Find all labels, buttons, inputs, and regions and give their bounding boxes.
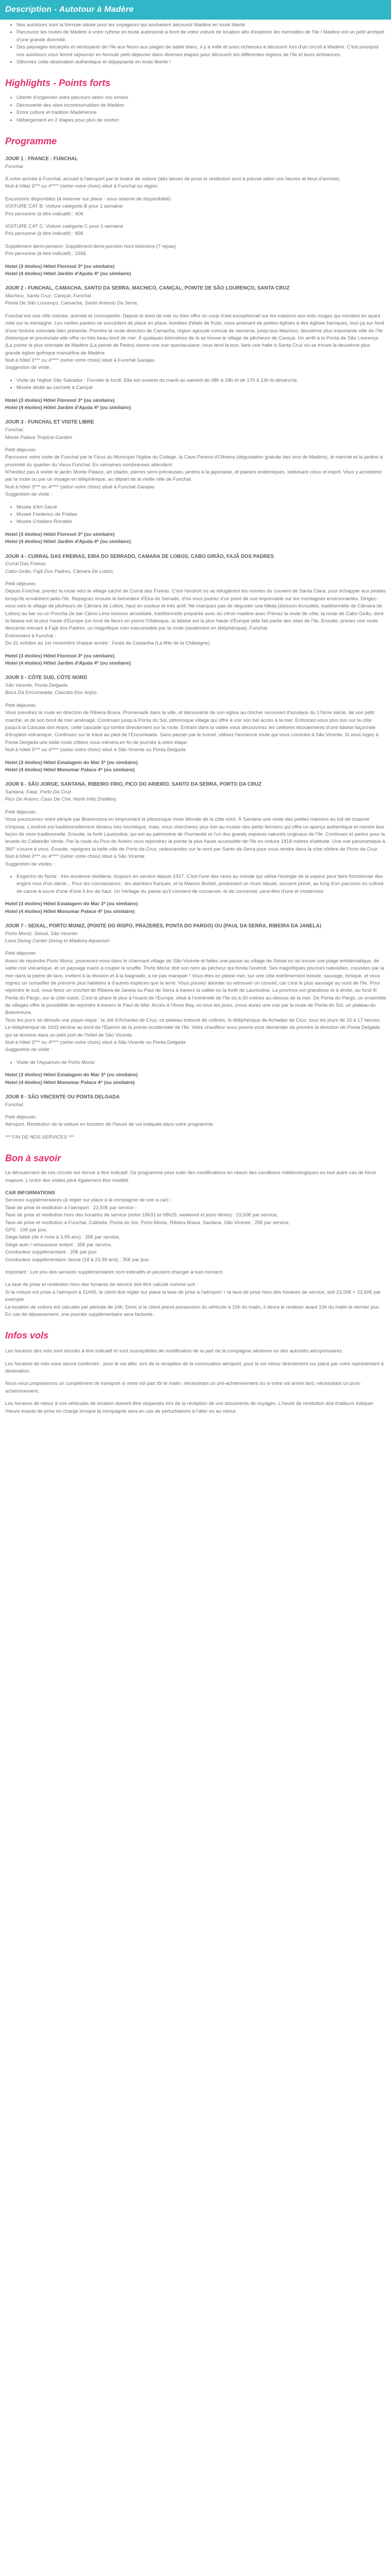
day-block [5,285,386,412]
programme-title: Programme [5,135,57,146]
day-paragraph: Tous les jours se déroule une pique-nique : la Joli d'Achadas de Cruz, ce plateau entouré de collines, le téléphérique de Achadas da Cruz, tous les jours de 10 à 17 heures. Le téléphérique de 1933 décline au bord de l'Éperon de la pointe occidentale de l'île. Votre chauffeur vous pourra vous demander de prendre la direction de Ponta Delgada qui se termine dans un petit port de l'hôtel de São Vicente. [5,1017,381,1038]
day-paragraph: Prix personne (à titre indicatif) : 155€. [5,251,88,257]
car-info-line: GPS : 10€ par jour, [5,1227,47,1233]
spacer [5,754,386,759]
intro-list [5,22,386,66]
day-paragraph: N'hésitez pas à visiter le jardin Monte Palace, art citadin, pierres semi précieuses, jardins à la japonaise, et plantes endémiques, séduisant cieux et esprit. Vous y accéderez par la route ou par un voyage en téléphérique, au départ de la vieille ville de Funchal. [5,469,382,483]
day-place-line: Santana, Faial, Porto Da Cruz. [5,789,73,795]
day-block [5,156,386,278]
intro-bullet: • Des paysages escarpés et verdoyants de l'île aux fleurs aux plages de sable blanc, il y a mille et unes richesses à découvrir lors d'un circuit à Madère. C'est pourquoi nos autotours vous feront séjourner en formule petit-déjeuner dans diverses étapes pour découvrir les différentes régions de l'île et leurs ambiances. [17,44,386,59]
infos-vols-paragraph: Les horaires de retour à vos véhicules de location doivent être respectés lors de la réception de vos documents de voyages. L'heure de restitution doit d'ailleurs indiquer l'heure exacte de prise en charge lorsque la compagnie sera en cas de perturbations à l'aller ou au retour. [5,1401,374,1414]
day-places [5,427,386,442]
suggestion-list [5,504,386,526]
day-place-line: Funchal. [5,427,24,433]
day-paragraph: Aéroport. Restitution de la voiture en fonction de l'heure de vol indiquée dans votre programme. [5,1122,215,1128]
day-title: JOUR 1 : FRANCE - FUNCHAL [5,156,78,162]
day-places [5,789,386,804]
car-info-line: Si la voiture est prise à l'aéroport à 21h00, le client doit régler sur place la taxe de prise à l'aéroport + la taxe de prise hors des horaires de service, soit 23,50€ + 23,50€ par exemple. [5,1289,381,1303]
spacer [5,218,386,223]
highlights-title: Highlights - Points forts [5,78,110,89]
car-info-line: Services supplémentaires (à régler sur place à la compagnie de voir e-car) : [5,1197,172,1204]
spacer [5,499,386,504]
day-paragraph: Avant de rejoindre Porto Moniz, promenez-vous dans le charmant village de São Vicente et faites une pause au village de Seixal où se trouve une plage emblématique, de sable noir volcanique, et un paysage marin à couper le souffle. Porto Moniz doit son nom au pêcheur qui fonda l'endroit. Ses magnifiques piscines naturelles, creusées par la mer dans la pierre de lave, invitent à la révision et à la baignade, à ne pas manquer ! Vous êtes en pleine mer, sur une côte extrêmement boisée, sauvage, lorsque, et vous rognez un conseiller de prévenir plus habitées à d'autres espèces que la terre. Vous pouvez aborder ou retrouver un conseil, car c'est le plus sauvage au nord de l'île. Pour rejoindre le sud, vous ferez un crochet de Ribeira de Janela ou Paul de Serra à travers la vallée ou la forêt de Laurissilva. La province est grandiose et à droite, au fond fil Ponta do Pargo, sur la côte ouest. C'est le phare le plus à l'ouest de l'Europe, situé à l'extrémité de l'île où à 30 mètres au-dessus de la mer. De Ponta do Pargo, un ensemble de villages offre la possibilité de rejoindre à travers le Paul do Mar. Accès à l'Anse Bay, où tous les jours, (vous aurez une vue par la route de Ponta do Sol, un plateau du Boaventura. [5,958,386,1016]
day-paragraph: Vous poursuivrez votre périple par Boaventura en empruntant la pittoresque route littorale de la côte nord. À Santana une visite des petites maisons au toit de chaume s'impose. L'endroit est traditionnellement devenu très touristique, mais, vous chercherez plus loin au musée des petits fermiers qui offre un aperçu authentique et montre leur façon de vivre traditionnelle. Ensuite, la forêt Laurissilva, qui est au patrimoine de l'humanité et l'un des grands espaces naturels originaux de l'île. Continuez et partez pour la levada do Caldeirão Verde. Par la route du Pico do Arieiro vous rejoindrez la pointe la plus haute accessible de l'île en voiture 1818 mètres d'altitude. Une vue panoramique à 360° s'ouvre à vous. Ensuite, rejoignez la belle ville de Porto da Cruz, redescendez sur le nord par Santo da Serra pour vous rendre dans la côte côtière de Porto da Cruz. [5,817,385,852]
day-title: JOUR 8 - SÃO VINCENTE OU PONTA DELGADA [5,1094,120,1100]
day-paragraph: Suggestion de visite : [5,1047,53,1053]
car-info-line: Important : Les prix des services supplémentaires sont indicatifs et peuvent changer à tout moment. [5,1269,224,1275]
day-places [5,561,386,575]
day-paragraph: Nuit à hôtel 3*** ou 4**** (selon votre choix) situé à São Vicente ou Ponta Delgada [5,1040,186,1046]
hotel-line: Hotel (3 étoiles) Hôtel Estalagem do Mar 3* (ou similaire) [5,1072,138,1078]
day-title: JOUR 2 - FUNCHAL, CAMACHA, SANTO DA SERRA, MACHICO, CANIÇAL, POINTE DE SÃO LOURENÇO, SANTA CRUZ [5,285,290,292]
car-info-line: Siège auto / rehausseur enfant : 35€ par service, [5,1242,112,1248]
highlight-item: • Entre culture et tradition Madérienne [17,109,386,116]
day-paragraph: Suggestion de visite : [5,365,53,371]
highlights-list [5,94,386,124]
day-place-line: Monte Palace Tropical Garden. [5,434,74,440]
day-paragraph: Événement à Funchal : [5,633,56,639]
day-title: JOUR 4 - CURRAL DAS FREIRAS, EIRA DO SERRADO, CAMARA DE LOBOS, CABO GIRÃO, FAJÃ DOS PADRES [5,553,274,560]
intro-section [0,22,391,1415]
day-block [5,419,386,546]
car-info-line: La taxe de prise et restitution hors des horaires de service doit être calculé comme suit : [5,1282,198,1288]
car-info-line: Conducteur supplémentaire : 20€ par jour, [5,1249,98,1256]
day-paragraph: Nuit à hôtel 3*** ou 4**** (selon votre choix) situé à Funchal ou région. [5,183,159,190]
day-paragraph: *** FIN DE NOS SERVICES *** [5,1134,74,1140]
hotel-line: Hotel (3 étoiles) Hôtel Floresol 3* (ou similaire) [5,653,115,659]
day-title: JOUR 6 - SÃO JORGE, SANTANA, RIBEIRO FRIO, PICO DO ARIEIRO, SANTO DA SERRA, PORTO DA CRUZ [5,782,262,788]
spacer [5,1054,386,1059]
car-info-line: Taxe de prise et restitution à Funchal, Caliheta, Ponta do Sol, Porto Moniz, Ribeira Brava, Santana, São Vicente : 25€ par service, [5,1219,290,1226]
day-paragraph: Vous prendrez la route en direction de Ribeira Brava. Promenade dans la ville, et découverte de son église au clocher recouvert d'azulejos du 17ème siècle, de son petit marché, et de son bord de mer aménagé. Continuez jusqu'à Ponta do Sol, pittoresque village qui offre à voir son bel accès à la mer. Enfoncez-vous plus loin sur la côte jusqu'à la Cascata dos Anjos, cette cascade qui tombe directement sur la route. Entrant dans la vallée vous découvrirez les célèbres éboulements d'une falaise façonnée d'éruption volcanique. Continuez sur le tracé au pied de l'Encumeada. Sans passer par le tunnel, utilisez l'ancienne route qui vous conduira à São Vicente. Si vous logez à Ponta Delgada une belle route côtière vous mènera en fin de journée à votre étape. [5,710,379,745]
day-paragraph: VOITURE CAT B: Voiture catégorie B pour 1 semaine [5,204,123,210]
day-paragraph: Excursions disponibles (à réserver sur place - sous réserve de disponibilité) [5,196,171,202]
spacer [5,372,386,377]
day-paragraph: Prix personne (à titre indicatif) : 40€ [5,211,84,217]
day-place-line: Machico, Santa Cruz, Caniçal, Funchal. [5,293,92,299]
spacer [5,945,386,950]
infos-vols-paragraph: Nous vous proposerons un complément de transport si votre vol part tôt le matin, nécessitant un pré-acheminement ou si votre vol arrive tard, nécessitant un post-acheminement. [5,1381,361,1394]
infos-vols-paragraph: Les horaires de vols vous seront confirmés : pour le vol aller, lors de la réception de la convocation aéroport, pour le vol retour directement sur place par votre représentant à destination. [5,1361,384,1375]
infos-vols-title: Infos vols [5,1330,49,1341]
spacer [5,392,386,397]
day-places [5,293,386,308]
day-place-line: Ponta De São Lourenço, Camacha, Santo Antonio Da Serra. [5,300,138,307]
spacer [5,1264,386,1269]
day-paragraph: Prix personne (à titre indicatif) : 85€ [5,231,84,237]
day-places [5,682,386,697]
day-place-line: São Vicente, Ponta Delgada. [5,683,69,689]
day-block [5,781,386,916]
day-title: JOUR 7 - SEIXAL, PORTO MONIZ, (PONTE DO RISPO, PRAZERES, PONTA DO PARGO) OU (PAUL DA SERRA, RIBEIRA DA JANELA) [5,923,321,929]
hotel-line: Hotel (4 étoiles) Hôtel Jardim d'Ajuda 4* (ou similaire) [5,270,131,277]
suggestion-item: • Musée d'Art Sacré [17,504,386,511]
day-block [5,674,386,774]
spacer [5,575,386,581]
programme-days [5,156,386,1141]
spacer [5,868,386,873]
day-place-line: Lava Diving Center Diving In Madeira Aquarium. [5,938,111,944]
day-place-line: Funchal. [5,1101,24,1108]
highlight-item: • Découverte des sites incontournables de Madère [17,102,386,109]
day-block [5,553,386,668]
day-paragraph: Supplément demi-pension: Supplément demi-pension hors boissons (7 repas) [5,243,176,249]
day-block [5,1094,386,1141]
spacer [5,804,386,809]
day-paragraph: Nuit à hôtel 3*** ou 4**** (selon votre choix) situé à São Vicente [5,854,145,860]
spacer [5,191,386,196]
day-paragraph: Petit déjeuner. [5,702,37,708]
intro-bullet: • Sillonnez cette destination authentique et dépaysante en toute liberté ! [17,59,386,66]
day-place-line: Cabo Girão, Fajã Dos Padres, Câmara De Lobos. [5,568,115,574]
day-paragraph: À votre arrivée à Funchal, accueil à l'aéroport par le loueur de voiture (dès lasses de prise et restitution sont à preuve selon vos heures et lieux d'arrivée). [5,176,341,182]
suggestion-item: • Visite de l'église São Salvador : Fermée le lundi. Elle est ouverte du mardi au samedi de 08h à 18h et de 17h à 13h le dimanche. [17,377,386,384]
day-place-line: Curral Das Freiras. [5,561,47,567]
spacer [5,648,386,653]
infos-vols-paragraph: Les horaires des vols sont donnés à titre indicatif et sont susceptibles de modification de la part de la compagnie aérienne ou des autorités aéroportuaires. [5,1348,344,1354]
day-paragraph: Nuit à hôtel 3*** ou 4**** (selon votre choix) situé à Funchal Garajau [5,358,155,364]
day-paragraph: Depuis Funchal, prenez la route vers le village caché de Curral das Freiras. C'est l'endroit où se réfugièrent les nonnes du couvent de Santa Clara, pour échapper aux pirates lorsqu'ils envahirent jadis l'île. Rejoignez ensuite le belvédère d'Eira do Serrado, d'où vous jouirez d'un point de vue imprenable sur les montagnes environnantes. Dirigez-vous vers le village de pêcheurs de Câmara de Lobos, haut en couleur et très actif. Ne manquez pas de déguster une Nikita (boisson écrouitée, traditionnelle de Câmara de Lobos) au bar ou un Poncha (le bar Câmo Lime boisson alcoolisée, traditionnelle préparée avec du citron madère avec Prenez la route de côte, la route de Cabo Girão, dont la falaise est la plus haute d'Europe (un fond de fleurs en pierre l'Olaboque, la falaise est la plus haute d'Europe (elle fait partie des sites de l'île. Ensuite, prenez une route descente menant à Fajã dos Padres, un magnifique coin inaccessible par la route (seulement en téléphérique). Funchal. [5,588,386,632]
car-info-line: Conducteur supplémentaire Jeune (18 à 23,99 ans) : 35€ par jour. [5,1257,150,1263]
day-paragraph: Petit déjeuner. [5,447,37,453]
spacer [5,1129,386,1134]
suggestion-item: • Musée dédié au cacheté à Caniçal [17,384,386,392]
suggestion-list [5,377,386,392]
day-title: JOUR 3 - FUNCHAL ET VISITE LIBRE [5,419,94,426]
hotel-line: Hotel (3 étoiles) Hôtel Estalagem do Mar 3* (ou similaire) [5,759,138,766]
day-paragraph: Petit déjeuner. [5,809,37,815]
intro-bullet: • Nos autotours sont la formule idéale pour les voyageurs qui souhaitent découvrir Madère en toute liberté [17,22,386,29]
day-paragraph: Du 31 octobre au 1er novembre chaque année : Festa da Castanha (La fête de la Châtaigne) [5,640,210,647]
spacer [5,1276,386,1281]
day-paragraph: Petit déjeuner. [5,1114,37,1121]
suggestion-item: • Engenho do Norte : très ancienne distillerie, toujours en service depuis 1927. C'est l'une des rares au monde qui utilise l'énergie de la vapeur pour faire fonctionner des engins mus d'un siècle... Pour les connaisseurs : les alambics français, et la Maison Borbel, produisant un rhum réputé, souvent primé, au long d'un parcours en culture de canne à sucre d'une d'une 5 km de haut. Un héritage du passé qu'il convient de conserver, et de concerner, peut-être d'une et modernisé. [17,873,386,895]
day-paragraph: Parcourez votre visite de Funchal par le Ficus du Municipio l'église du Collège, la Cave Pereira d'Oliveira (dégustation gratuite des vins de Madère), le marché et la jardins à proximité du quartier du Vieux Funchal. En semaines nombreuses attendent. [5,454,383,468]
day-paragraph: Funchal est une ville colorée, animée et cosmopolite. Depuis le bord de mer ou bien offre un coup d'œil exceptionnel sur les maisons aux toits rouges qui montent en ayant noté sur la montagne. Les ruelles pavées se succèdent de place en place, bordées d'étals de fruits, vous amenant de petites églises à des églises baroques, tout ça sur fond d'une histoire coloniale bien présente. Prendre la route direction de Camacha, région agricole connue de vannerie, jusqu'aux Machico, deuxième plus importante ville de l'île (historique et provinciale elle offre un très beau bord de mer. À quelques kilomètres de là se trouve le village de pêcheurs de Caniçal. Un arrêt à la Ponta de São Lourenço (La pointe la plus orientale de Madère (La pointe de Pedra) donne une vue spectaculaire; vous tend la tour, faire une halte à Santa Cruz où se trouve la deuxième plus grande église gothique manuéline de Madère. [5,313,384,356]
day-paragraph: Nuit à hôtel 3*** ou 4**** (selon votre choix) situé à Funchal Garajau [5,484,155,490]
spacer [5,895,386,901]
day-title: JOUR 5 - CÔTE SUD, CÔTE NORD [5,675,87,681]
suggestion-item: • Musée Frederico de Freitas [17,511,386,518]
hotel-line: Hotel (4 étoiles) Hôtel Monumar Palace 4* (ou similaire) [5,1079,135,1086]
spacer [5,171,386,176]
suggestion-list [5,873,386,895]
day-paragraph: Petit déjeuner. [5,581,37,587]
car-info-line: Siège bébé (de 4 mois à 3,99 ans) : 35€ par service, [5,1234,120,1241]
spacer [5,1109,386,1114]
day-paragraph: Suggestion de visite : [5,492,53,498]
hotel-line: Hotel (3 étoiles) Hôtel Floresol 3* (ou similaire) [5,263,115,269]
hotel-line: Hotel (4 étoiles) Hôtel Monumar Palace 4* (ou similaire) [5,908,135,914]
car-info-line: Taxe de prise et restitution à l'aéroport : 23,50€ par service ; [5,1205,137,1211]
spacer [5,697,386,702]
hotel-line: Hotel (3 étoiles) Hôtel Floresol 3* (ou similaire) [5,397,115,403]
day-places [5,930,386,945]
day-paragraph: VOITURE CAT C: Voiture catégorie C pour 1 semaine [5,223,123,229]
day-block [5,923,386,1087]
intro-bullet: • Parcourez les routes de Madère à votre rythme en toute autonomie à bord de votre voiture de location afin d'explorer les merveilles de l'île ! Madère est un petit archipel d'une grande diversité. [17,29,386,44]
car-info-lines [5,1197,386,1318]
spacer [5,526,386,531]
hotel-line: Hotel (4 étoiles) Hôtel Monumar Palace 4* (ou similaire) [5,767,135,773]
hotel-line: Hotel (3 étoiles) Hôtel Estalagem do Mar 3* (ou similaire) [5,901,138,907]
day-place-line: Porto Moniz, Seixal, São Vicente. [5,930,79,937]
hotel-line: Hotel (3 étoiles) Hôtel Floresol 3* (ou similaire) [5,531,115,537]
car-info-line: La location de voiture est calculée par période de 24h. Donc si le client prend possession du véhicule à 10h du matin, il devra le restituer avant 10h du matin le dernier jour. En cas de dépassement, une journée supplémentaire sera facturée. [5,1304,380,1317]
suggestion-list [5,1059,386,1066]
day-paragraph: Nuit à hôtel 3*** ou 4**** (selon votre choix) situé à São Vicente ou Ponta Delgada [5,747,186,753]
day-place-line: Pico Do Arieiro, Caso De Ché, North Hills Distillery. [5,796,117,803]
suggestion-item: • Visite de l'Aquarium de Porto Moniz [17,1059,386,1066]
hotel-line: Hotel (4 étoiles) Hôtel Jardim d'Ajuda 4* (ou similaire) [5,660,131,666]
day-place-line: Funchal. [5,163,24,170]
day-paragraph: Petit déjeuner. [5,951,37,957]
highlight-item: • Hébergement en 2 étapes pour plus de confort [17,117,386,124]
spacer [5,442,386,447]
day-places [5,163,386,171]
day-paragraph: Suggestion de visites : [5,861,55,867]
spacer [5,258,386,263]
car-info-title: CAR INFORMATIONS [5,1190,55,1196]
bon-savoir-title: Bon à savoir [5,1153,61,1164]
suggestion-item: • Musée Cristiano Ronaldo [17,518,386,526]
description-header: Description - Autotour à Madère [0,0,391,20]
day-place-line: Boca Da Encumeada, Cascata Dos Anjos. [5,690,98,696]
spacer [5,308,386,313]
highlight-item: • Liberté d'organiser votre parcours selon vos envies [17,94,386,101]
infos-vols-paras [5,1348,386,1415]
bon-savoir-intro: Le déroulement de ces circuits est donné à titre indicatif. Ce programme peut subir des modifications en raison des conditions météorologiques ou tout autre cas de force majeure. L'ordre des visites peut également être modifié. [5,1170,376,1183]
spacer [5,238,386,243]
day-places [5,1101,386,1109]
car-info-line: Taxe de prise et restitution hors des horaires de service (entre 18h31 et 08h29, weekend et jours fériés) : 23,50€ par service, [5,1212,279,1218]
hotel-line: Hotel (4 étoiles) Hôtel Jardim d'Ajuda 4* (ou similaire) [5,405,131,411]
spacer [5,1066,386,1072]
hotel-line: Hotel (4 étoiles) Hôtel Jardim d'Ajuda 4* (ou similaire) [5,539,131,545]
